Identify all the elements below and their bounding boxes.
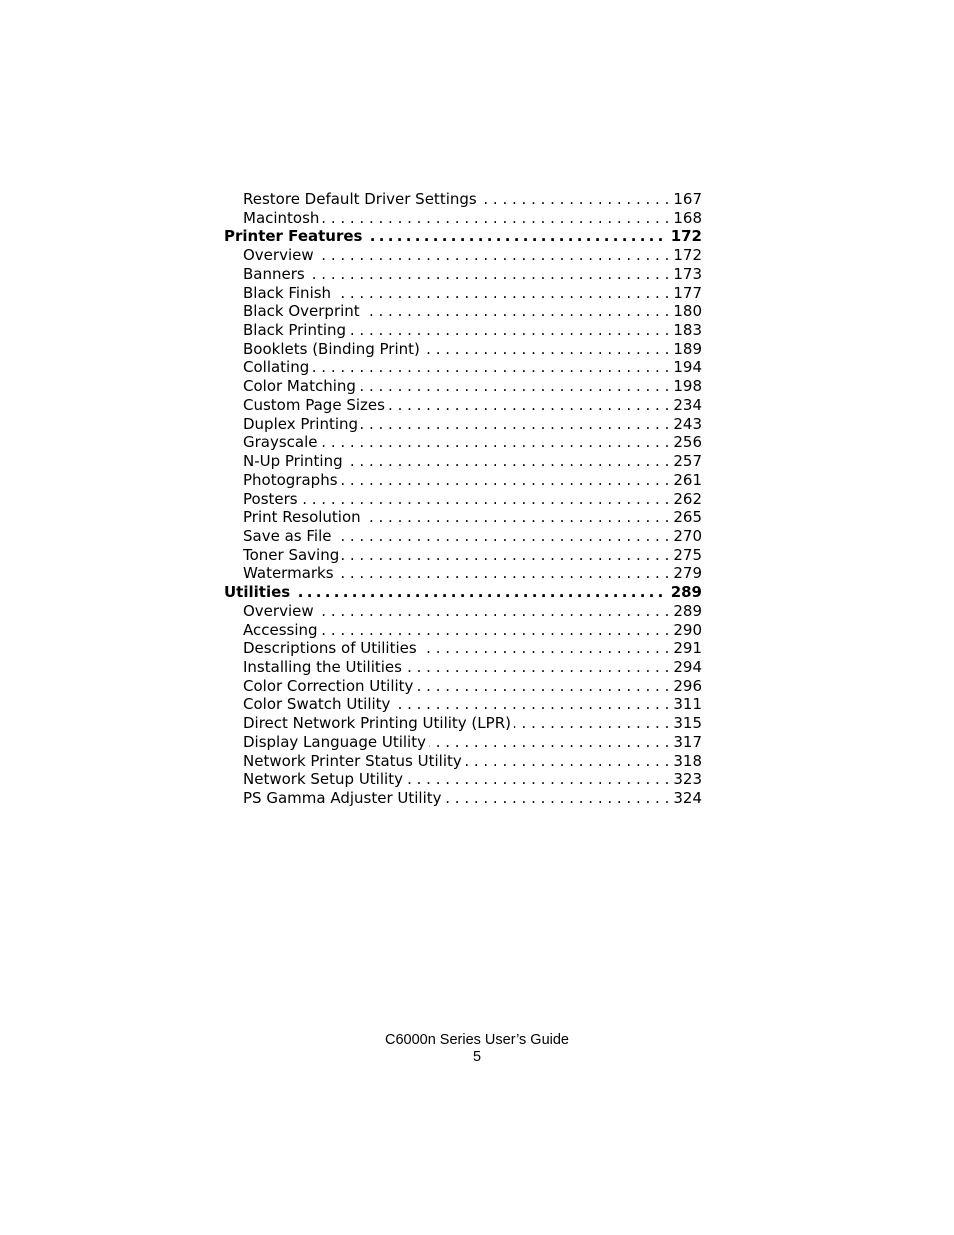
toc-dot-leader <box>342 546 669 565</box>
toc-entry-title: Banners <box>243 264 305 283</box>
toc-dot-leader <box>445 789 670 808</box>
toc-entry[interactable] <box>224 377 702 396</box>
toc-entry-page-number: 198 <box>673 377 702 396</box>
toc-entry-title: Watermarks <box>243 564 334 583</box>
toc-entry[interactable] <box>224 471 702 490</box>
toc-entry-page-number: 318 <box>673 751 702 770</box>
toc-dot-leader <box>406 770 669 789</box>
toc-entry-title: Black Overprint <box>243 302 360 321</box>
toc-entry[interactable] <box>224 527 702 546</box>
toc-dot-leader <box>321 433 670 452</box>
toc-entry[interactable] <box>224 396 702 415</box>
toc-entry-title: Descriptions of Utilities <box>243 639 417 658</box>
toc-entry[interactable] <box>224 564 702 583</box>
toc-entry[interactable] <box>224 639 702 658</box>
toc-entry-title: Utilities <box>224 583 291 602</box>
toc-entry-page-number: 289 <box>670 583 702 602</box>
toc-dot-leader <box>312 358 669 377</box>
toc-dot-leader <box>317 602 670 621</box>
toc-dot-leader <box>346 452 670 471</box>
toc-entry[interactable] <box>224 433 702 452</box>
toc-entry[interactable] <box>224 358 702 377</box>
toc-dot-leader <box>341 471 670 490</box>
toc-entry-title: Direct Network Printing Utility (LPR) <box>243 714 511 733</box>
toc-entry[interactable] <box>224 752 702 771</box>
toc-entry-title: Overview <box>243 246 314 265</box>
toc-entry[interactable] <box>224 602 702 621</box>
toc-entry-title: Posters <box>243 489 298 508</box>
toc-dot-leader <box>322 209 669 228</box>
toc-entry-title: Toner Saving <box>243 545 340 564</box>
toc-dot-leader <box>420 639 670 658</box>
footer-page-number: 5 <box>472 1049 482 1065</box>
toc-dot-leader <box>349 321 669 340</box>
toc-entry-title: Custom Page Sizes <box>243 395 385 414</box>
toc-dot-leader <box>321 621 670 640</box>
toc-entry-title: Macintosh <box>243 208 320 227</box>
toc-entry[interactable] <box>224 490 702 509</box>
toc-entry-page-number: 265 <box>673 508 702 527</box>
toc-entry[interactable] <box>224 284 702 303</box>
toc-dot-leader <box>301 490 670 509</box>
toc-dot-leader <box>514 714 669 733</box>
table-of-contents <box>224 190 702 808</box>
toc-dot-leader <box>361 415 669 434</box>
toc-entry-title: Overview <box>243 601 314 620</box>
toc-entry[interactable] <box>224 789 702 808</box>
toc-entry-title: PS Gamma Adjuster Utility <box>243 789 442 807</box>
toc-entry[interactable] <box>224 658 702 677</box>
toc-entry-page-number: 183 <box>673 321 702 340</box>
toc-entry-page-number: 323 <box>673 770 702 789</box>
toc-entry[interactable] <box>224 415 702 434</box>
toc-dot-leader <box>337 564 670 583</box>
toc-entry-page-number: 311 <box>673 695 702 714</box>
toc-entry-title: Color Swatch Utility <box>243 695 391 714</box>
toc-entry[interactable] <box>224 209 702 228</box>
toc-entry-title: Network Printer Status Utility <box>243 751 462 770</box>
toc-entry-title: Restore Default Driver Settings <box>243 190 477 208</box>
toc-entry[interactable] <box>224 190 702 209</box>
toc-entry-title: Collating <box>243 358 310 377</box>
toc-entry[interactable] <box>224 452 702 471</box>
toc-entry[interactable] <box>224 302 702 321</box>
footer-guide-title: C6000n Series User’s Guide <box>384 1032 570 1048</box>
toc-entry[interactable] <box>224 695 702 714</box>
page-footer <box>0 1032 954 1066</box>
toc-entry[interactable] <box>224 714 702 733</box>
toc-entry-title: Installing the Utilities <box>243 657 402 676</box>
toc-entry[interactable] <box>224 621 702 640</box>
toc-entry-page-number: 172 <box>673 246 702 265</box>
toc-entry-title: Accessing <box>243 620 318 639</box>
toc-entry-page-number: 243 <box>673 414 702 433</box>
toc-dot-leader <box>465 752 670 771</box>
toc-entry-title: Black Printing <box>243 321 347 340</box>
toc-entry-page-number: 324 <box>673 789 702 807</box>
toc-entry-title: Color Matching <box>243 377 356 396</box>
toc-dot-leader <box>334 284 669 303</box>
toc-entry-page-number: 270 <box>673 526 702 545</box>
toc-dot-leader <box>334 527 669 546</box>
toc-entry-page-number: 317 <box>673 732 702 751</box>
toc-dot-leader <box>393 695 669 714</box>
toc-entry-page-number: 291 <box>673 639 702 658</box>
toc-entry-page-number: 167 <box>673 190 702 208</box>
toc-entry-page-number: 275 <box>673 545 702 564</box>
toc-dot-leader <box>416 677 669 696</box>
toc-entry[interactable] <box>224 321 702 340</box>
toc-section-entry[interactable] <box>224 583 702 602</box>
toc-entry[interactable] <box>224 677 702 696</box>
toc-entry-page-number: 189 <box>673 339 702 358</box>
toc-dot-leader <box>317 246 670 265</box>
toc-dot-leader <box>363 302 670 321</box>
toc-entry[interactable] <box>224 508 702 527</box>
toc-entry-page-number: 177 <box>673 283 702 302</box>
toc-section-entry[interactable] <box>224 227 702 246</box>
toc-entry-page-number: 173 <box>673 264 702 283</box>
toc-entry[interactable] <box>224 546 702 565</box>
toc-entry-page-number: 289 <box>673 601 702 620</box>
toc-entry[interactable] <box>224 340 702 359</box>
toc-entry-page-number: 172 <box>670 227 702 246</box>
toc-dot-leader <box>388 396 669 415</box>
toc-dot-leader <box>480 190 670 209</box>
toc-entry-title: Grayscale <box>243 433 318 452</box>
toc-entry-title: Save as File <box>243 526 332 545</box>
toc-entry-title: N-Up Printing <box>243 452 343 471</box>
toc-entry-page-number: 261 <box>673 470 702 489</box>
toc-entry-page-number: 256 <box>673 433 702 452</box>
toc-dot-leader <box>365 227 666 246</box>
toc-entry-page-number: 262 <box>673 489 702 508</box>
toc-entry-title: Printer Features <box>224 227 363 246</box>
toc-entry[interactable] <box>224 733 702 752</box>
toc-entry-page-number: 194 <box>673 358 702 377</box>
toc-entry-page-number: 290 <box>673 620 702 639</box>
toc-dot-leader <box>293 583 666 602</box>
toc-entry-title: Duplex Printing <box>243 414 359 433</box>
toc-dot-leader <box>359 377 669 396</box>
toc-entry[interactable] <box>224 265 702 284</box>
toc-entry[interactable] <box>224 770 702 789</box>
toc-entry-title: Black Finish <box>243 283 332 302</box>
toc-entry-page-number: 315 <box>673 714 702 733</box>
toc-entry-page-number: 180 <box>673 302 702 321</box>
toc-entry-title: Network Setup Utility <box>243 770 403 789</box>
toc-dot-leader <box>429 733 669 752</box>
toc-entry-title: Display Language Utility <box>243 732 426 751</box>
toc-entry-page-number: 234 <box>673 395 702 414</box>
toc-entry-page-number: 294 <box>673 657 702 676</box>
toc-entry-title: Photographs <box>243 470 338 489</box>
toc-entry-page-number: 296 <box>673 676 702 695</box>
toc-dot-leader <box>308 265 670 284</box>
toc-entry-title: Color Correction Utility <box>243 676 414 695</box>
toc-entry-page-number: 168 <box>673 208 702 227</box>
toc-entry[interactable] <box>224 246 702 265</box>
toc-entry-title: Print Resolution <box>243 508 361 527</box>
toc-entry-page-number: 257 <box>673 452 702 471</box>
toc-dot-leader <box>405 658 669 677</box>
toc-entry-title: Booklets (Binding Print) <box>243 339 420 358</box>
toc-dot-leader <box>364 508 670 527</box>
toc-entry-page-number: 279 <box>673 564 702 583</box>
toc-dot-leader <box>423 340 670 359</box>
